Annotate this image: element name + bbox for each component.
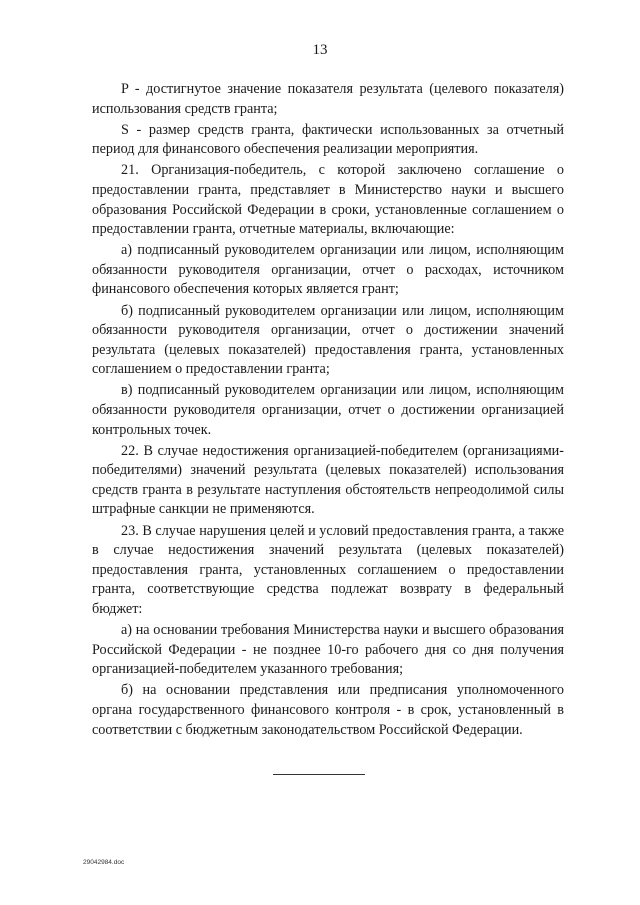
paragraph-s-definition: S - размер средств гранта, фактически использованных за отчетный период для финансового обеспечения реализации мероприятия. [92, 121, 564, 158]
paragraph-21-b: б) подписанный руководителем организации или лицом, исполняющим обязанности руководителя организации, отчет о достижении значений результата (целевых показателей) предоставления гранта, установленных соглашением о предоставлении гранта; [92, 302, 564, 378]
document-body [92, 80, 564, 742]
paragraph-21-a: а) подписанный руководителем организации или лицом, исполняющим обязанности руководителя организации, отчет о расходах, источником финансового обеспечения которых является грант; [92, 242, 564, 298]
paragraph-p-definition: P - достигнутое значение показателя результата (целевого показателя) использования средств гранта; [92, 81, 564, 117]
page-number: 13 [312, 42, 328, 58]
paragraph-23: 23. В случае нарушения целей и условий предоставления гранта, а также в случае недостижения значений результата (целевых показателей) предоставления гранта, установленных соглашением о предоставлении гранта, соответствующие средства подлежат возврату в федеральный бюджет: [92, 522, 564, 617]
footer-filename: 29042984.doc [83, 859, 125, 866]
paragraph-23-b: б) на основании представления или предписания уполномоченного органа государственного финансового контроля - в срок, установленный в соответствии с бюджетным законодательством Российской Федерации. [92, 682, 564, 738]
paragraph-23-a: а) на основании требования Министерства науки и высшего образования Российской Федерации - не позднее 10-го рабочего дня со дня получения организацией-победителем указанного требования; [92, 622, 564, 678]
end-divider-line [273, 774, 365, 775]
paragraph-21: 21. Организация-победитель, с которой заключено соглашение о предоставлении гранта, представляет в Министерство науки и высшего образования Российской Федерации в сроки, установленные соглашением о предоставлении гранта, отчетные материалы, включающие: [92, 162, 564, 238]
paragraph-21-v: в) подписанный руководителем организации или лицом, исполняющим обязанности руководителя организации, отчет о достижении организацией контрольных точек. [92, 382, 564, 438]
paragraph-22: 22. В случае недостижения организацией-победителем (организациями-победителями) значений результата (целевых показателей) использования средств гранта в результате наступления обстоятельств непреодолимой силы штрафные санкции не применяются. [92, 442, 564, 518]
